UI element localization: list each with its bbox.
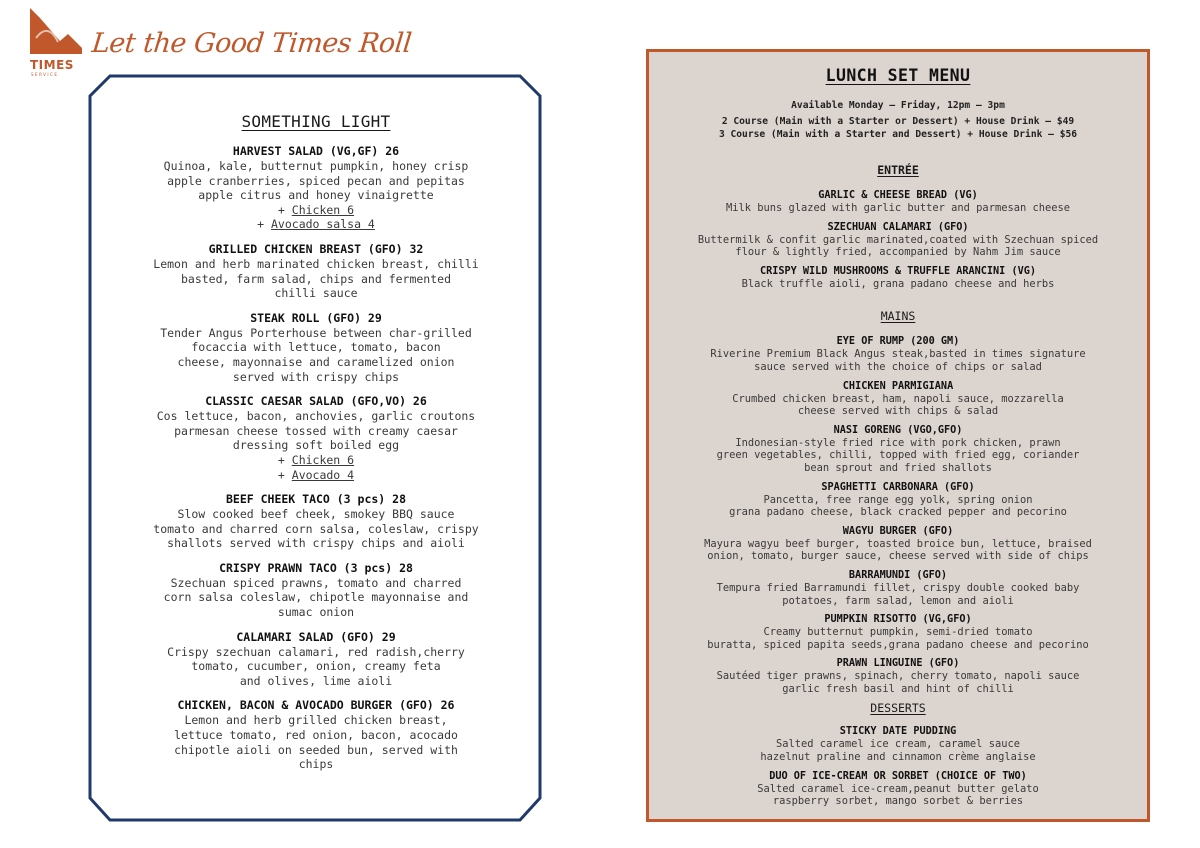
desserts-item-name: STICKY DATE PUDDING (839, 726, 957, 738)
menu-item-addon (110, 468, 522, 483)
menu-item-name: STEAK ROLL (GFO) 29 (250, 310, 382, 325)
entree-section-title: ENTRÉE (877, 163, 919, 177)
desserts-item (649, 725, 1147, 763)
desserts-item-description: Salted caramel ice cream, caramel sauce hazelnut praline and cinnamon crème anglaise (760, 738, 1036, 764)
mains-item (649, 657, 1147, 695)
addon-plus: + (277, 452, 292, 467)
section-title-something-light: SOMETHING LIGHT (241, 112, 391, 131)
menu-item-addon (110, 203, 522, 218)
addon-label: Chicken 6 (291, 452, 355, 467)
menu-item-name: CLASSIC CAESAR SALAD (GFO,VO) 26 (205, 394, 427, 409)
mains-item (649, 613, 1147, 651)
menu-item (110, 561, 522, 620)
menu-item-name: CRISPY PRAWN TACO (3 pcs) 28 (219, 560, 413, 575)
menu-item-description: Quinoa, kale, butternut pumpkin, honey crisp apple cranberries, spiced pecan and pepitas apple citrus and honey vinaigrette (163, 159, 469, 203)
addon-label: Avocado 4 (291, 467, 355, 482)
mains-item-name: SPAGHETTI CARBONARA (GFO) (821, 481, 975, 493)
entree-item (649, 221, 1147, 259)
menu-item-name: HARVEST SALAD (VG,GF) 26 (232, 144, 400, 158)
brand-tagline: Let the Good Times Roll (90, 28, 413, 59)
mains-item-name: WAGYU BURGER (GFO) (842, 525, 954, 537)
desserts-list (649, 725, 1147, 807)
three-course-price: 3 Course (Main with a Starter and Dessert) + House Drink – $56 (718, 128, 1078, 140)
addon-plus: + (277, 467, 292, 482)
availability-text: Available Monday – Friday, 12pm – 3pm (791, 100, 1005, 111)
mains-item-description: Pancetta, free range egg yolk, spring onion grana padano cheese, black cracked pepper and pecorino (729, 493, 1067, 519)
addon-label: Chicken 6 (291, 202, 355, 217)
mains-item-name: EYE OF RUMP (200 GM) (836, 336, 960, 348)
menu-item-description: Lemon and herb grilled chicken breast, lettuce tomato, red onion, bacon, acocado chipotle aioli on seeded bun, served with chips (174, 713, 458, 772)
mains-item-name: BARRAMUNDI (GFO) (848, 569, 948, 581)
menu-item (110, 242, 522, 301)
menu-item (110, 144, 522, 232)
brand-sub: SERVICE (31, 72, 59, 77)
mains-item-description: Sautéed tiger prawns, spinach, cherry tomato, napoli sauce garlic fresh basil and hint of chilli (716, 670, 1080, 695)
mains-item-description: Creamy butternut pumpkin, semi-dried tomato buratta, spiced papita seeds,grana padano cheese and pecorino (707, 626, 1089, 651)
lunch-set-menu-title: LUNCH SET MENU (825, 66, 971, 85)
mains-item (649, 569, 1147, 607)
entree-list (649, 189, 1147, 290)
menu-item (110, 394, 522, 482)
entree-item-name: SZECHUAN CALAMARI (GFO) (827, 221, 969, 233)
mains-item-description: Riverine Premium Black Angus steak,basted in times signature sauce served with the choice of chips or salad (710, 348, 1086, 373)
mains-item-description: Mayura wagyu beef burger, toasted broice bun, lettuce, braised onion, tomato, burger sauce, cheese served with side of chips (704, 537, 1092, 563)
mains-item-name: PUMPKIN RISOTTO (VG,GFO) (824, 614, 972, 626)
menu-item-addon (110, 453, 522, 468)
entree-item-description: Milk buns glazed with garlic butter and parmesan cheese (725, 202, 1071, 214)
mains-list (649, 335, 1147, 695)
left-menu-list (110, 144, 522, 772)
menu-item-description: Cos lettuce, bacon, anchovies, garlic croutons parmesan cheese tossed with creamy caesar dressing soft boiled egg (156, 409, 476, 453)
mains-item-name: PRAWN LINGUINE (GFO) (836, 658, 960, 670)
menu-item (110, 492, 522, 551)
entree-item-description: Black truffle aioli, grana padano cheese and herbs (741, 277, 1055, 290)
menu-item (110, 698, 522, 771)
addon-label: Avocado salsa 4 (271, 217, 375, 232)
mains-item (649, 335, 1147, 373)
entree-item-name: CRISPY WILD MUSHROOMS & TRUFFLE ARANCINI (VG) (759, 265, 1036, 277)
menu-item-description: Slow cooked beef cheek, smokey BBQ sauce tomato and charred corn salsa, coleslaw, crispy shallots served with crispy chips and aioli (153, 507, 479, 551)
desserts-item (649, 770, 1147, 808)
menu-item-addon (110, 217, 522, 232)
mains-item (649, 380, 1147, 418)
something-light-section (110, 112, 522, 782)
mains-item-name: NASI GORENG (VGO,GFO) (833, 424, 963, 436)
menu-item-name: CALAMARI SALAD (GFO) 29 (236, 629, 396, 644)
two-course-price: 2 Course (Main with a Starter or Dessert) + House Drink – $49 (721, 116, 1075, 127)
mains-item (649, 481, 1147, 519)
desserts-item-name: DUO OF ICE-CREAM OR SORBET (CHOICE OF TWO) (769, 770, 1027, 782)
mains-item (649, 424, 1147, 475)
menu-item (110, 630, 522, 689)
menu-item (110, 311, 522, 384)
menu-item-description: Crispy szechuan calamari, red radish,cherry tomato, cucumber, onion, creamy feta and olives, lime aioli (167, 644, 465, 688)
mains-item-name: CHICKEN PARMIGIANA (842, 380, 954, 392)
menu-item-description: Tender Angus Porterhouse between char-grilled focaccia with lettuce, tomato, bacon cheese, mayonnaise and caramelized onion served with crispy chips (160, 325, 472, 384)
mains-item-description: Crumbed chicken breast, ham, napoli sauce, mozzarella cheese served with chips & salad (732, 392, 1064, 418)
menu-item-name: GRILLED CHICKEN BREAST (GFO) 32 (208, 241, 424, 256)
menu-item-name: BEEF CHEEK TACO (3 pcs) 28 (225, 492, 406, 507)
mains-item-description: Indonesian-style fried rice with pork chicken, prawn green vegetables, chilli, topped with fried egg, coriander bean sprout and fried shallots (716, 436, 1080, 474)
entree-item-name: GARLIC & CHEESE BREAD (VG) (818, 190, 978, 201)
desserts-section-title: DESSERTS (870, 701, 926, 716)
mains-item-description: Tempura fried Barramundi fillet, crispy double cooked baby potatoes, farm salad, lemon and aioli (716, 581, 1080, 607)
mains-item (649, 525, 1147, 563)
menu-item-description: Szechuan spiced prawns, tomato and charred corn salsa coleslaw, chipotle mayonnaise and sumac onion (163, 575, 469, 620)
entree-item (649, 189, 1147, 215)
entree-item-description: Buttermilk & confit garlic marinated,coated with Szechuan spiced flour & lightly fried, accompanied by Nahm Jim sauce (697, 233, 1099, 259)
menu-item-description: Lemon and herb marinated chicken breast, chilli basted, farm salad, chips and fermented chilli sauce (153, 256, 479, 301)
menu-item-name: CHICKEN, BACON & AVOCADO BURGER (GFO) 26 (177, 698, 455, 713)
lunch-set-menu-panel (646, 49, 1150, 822)
addon-plus: + (277, 202, 292, 217)
addon-plus: + (257, 217, 271, 232)
entree-item (649, 265, 1147, 291)
desserts-item-description: Salted caramel ice-cream,peanut butter gelato raspberry sorbet, mango sorbet & berries (757, 782, 1039, 808)
brand-name: TIMES (30, 58, 74, 72)
mains-section-title: MAINS (880, 309, 916, 324)
